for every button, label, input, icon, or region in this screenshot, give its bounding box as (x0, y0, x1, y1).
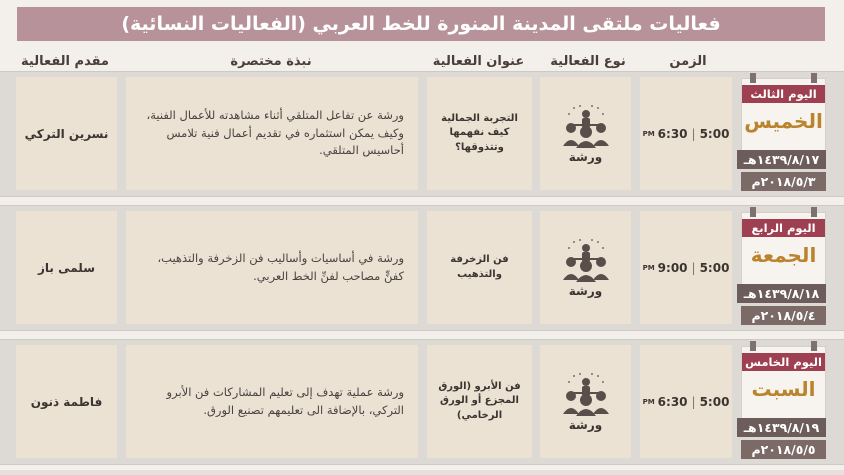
pin-decoration (811, 73, 817, 83)
presenter-cell: فاطمة ذنون (16, 345, 117, 458)
time-cell: 5:00 | 6:30 PM (640, 345, 732, 458)
day-name: الخميس (744, 109, 823, 133)
time-start: 5:00 (699, 126, 730, 141)
day-label: اليوم الرابع (742, 219, 825, 237)
gregorian-date: ٢٠١٨/٥/٥م (741, 440, 826, 459)
header-type: نوع الفعالية (550, 53, 626, 69)
time-end: 6:30 (657, 394, 688, 409)
gregorian-date: ٢٠١٨/٥/٤م (741, 306, 826, 325)
summary-cell: ورشة عملية تهدف إلى تعليم المشاركات فن الأبرو التركي، بالإضافة الى تعليمهم تصنيع الورق. (126, 345, 418, 458)
pin-decoration (811, 341, 817, 351)
day-name: السبت (751, 377, 816, 401)
pm-label: PM (642, 263, 655, 272)
header-summary: نبذة مختصرة (230, 53, 312, 69)
type-label: ورشة (568, 417, 603, 432)
workshop-group-icon (560, 372, 612, 416)
pin-decoration (811, 207, 817, 217)
pin-decoration (750, 207, 756, 217)
presenter-cell: نسرين التركي (16, 77, 117, 190)
workshop-group-icon (560, 104, 612, 148)
day-label: اليوم الثالث (742, 85, 825, 103)
type-cell (540, 77, 631, 190)
type-cell (540, 345, 631, 458)
header-time: الزمن (669, 53, 707, 69)
day-card (741, 346, 826, 419)
page-title: فعاليات ملتقى المدينة المنورة للخط العربي (الفعاليات النسائية) (17, 7, 825, 41)
summary-cell: ورشة في أساسيات وأساليب فن الزخرفة والتذهيب، كفنٍّ مصاحب لفنِّ الخط العربي. (126, 211, 418, 324)
pm-label: PM (642, 397, 655, 406)
pm-label: PM (642, 129, 655, 138)
day-card (741, 78, 826, 151)
time-cell: 5:00 | 9:00 PM (640, 211, 732, 324)
workshop-group-icon (560, 238, 612, 282)
header-presenter: مقدم الفعالية (21, 53, 109, 69)
hijri-date: ١٤٣٩/٨/١٩هـ (737, 418, 826, 437)
summary-cell: ورشة عن تفاعل المتلقي أثناء مشاهدته للأعمال الفنية، وكيف يمكن استثماره في تقديم أعمال فنية تلامس أحاسيس المتلقي. (126, 77, 418, 190)
pin-decoration (750, 341, 756, 351)
hijri-date: ١٤٣٩/٨/١٨هـ (737, 284, 826, 303)
day-card (741, 212, 826, 285)
gregorian-date: ٢٠١٨/٥/٣م (741, 172, 826, 191)
pin-decoration (750, 73, 756, 83)
day-label: اليوم الخامس (742, 353, 825, 371)
time-end: 9:00 (657, 260, 688, 275)
time-start: 5:00 (699, 394, 730, 409)
day-name: الجمعة (750, 243, 817, 267)
hijri-date: ١٤٣٩/٨/١٧هـ (737, 150, 826, 169)
event-title-cell: التجربة الجمالية كيف نفهمها وتتذوقها؟ (427, 77, 532, 190)
header-title: عنوان الفعالية (432, 53, 525, 69)
type-label: ورشة (568, 149, 603, 164)
footer-divider (0, 470, 844, 475)
event-title-cell: فن الزخرفة والتذهيب (427, 211, 532, 324)
type-cell (540, 211, 631, 324)
presenter-cell: سلمى باز (16, 211, 117, 324)
time-end: 6:30 (657, 126, 688, 141)
type-label: ورشة (568, 283, 603, 298)
time-cell: 5:00 | 6:30 PM (640, 77, 732, 190)
time-start: 5:00 (699, 260, 730, 275)
event-title-cell: فن الأبرو (الورق المجزع أو الورق الرخامي) (427, 345, 532, 458)
